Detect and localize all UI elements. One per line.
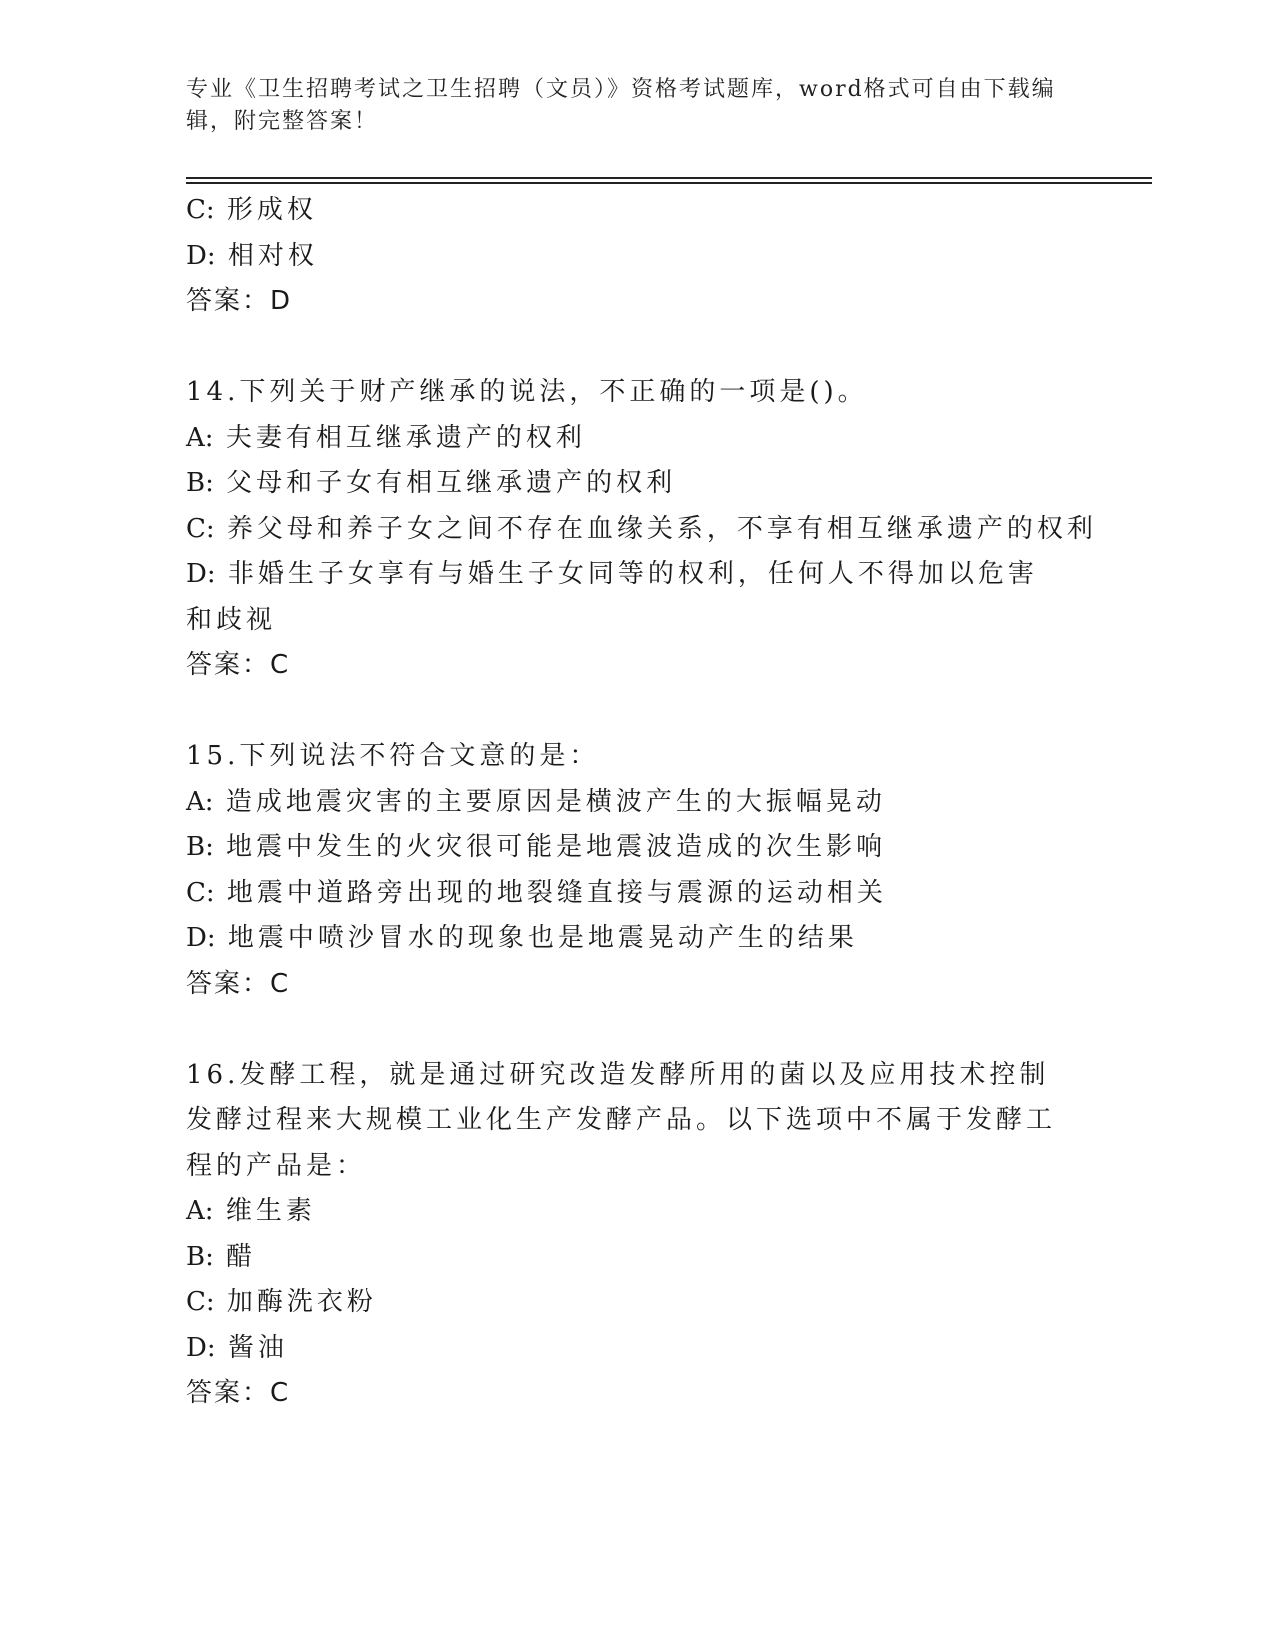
option-text: 地震中喷沙冒水的现象也是地震晃动产生的结果 — [227, 923, 858, 953]
option-text: 养父母和养子女之间不存在血缘关系，不享有相互继承遗产的权利 — [226, 513, 1097, 544]
question-stem: 16.发酵工程，就是通过研究改造发酵所用的菌以及应用技术控制发酵过程来大规模工业化生产发酵产品。以下选项中不属于发酵工程的产品是： — [186, 1059, 1057, 1181]
spacer — [186, 325, 1086, 371]
option-b — [186, 461, 1086, 507]
header-rule-bottom — [186, 182, 1152, 184]
option-a — [186, 1189, 1086, 1235]
page-header: 专业《卫生招聘考试之卫生招聘（文员）》资格考试题库，word格式可自由下载编辑，附完整答案！ — [186, 77, 1056, 134]
option-text: 相对权 — [227, 240, 318, 271]
question-stem: 15.下列说法不符合文意的是： — [186, 741, 600, 771]
option-d — [186, 916, 1086, 962]
option-text: 夫妻有相互继承遗产的权利 — [225, 422, 586, 453]
option-text: 维生素 — [225, 1196, 316, 1226]
question-stem: 14.下列关于财产继承的说法，不正确的一项是()。 — [186, 377, 868, 407]
spacer — [186, 1007, 1086, 1053]
option-text: 酱油 — [227, 1332, 288, 1363]
option-label: D: — [186, 1332, 216, 1363]
answer-line: 答案：C — [186, 1378, 291, 1408]
prev-question-block — [186, 188, 1086, 325]
option-label: C: — [186, 1287, 215, 1317]
question-14 — [186, 370, 1097, 689]
question-content — [186, 188, 1097, 1417]
option-label: B: — [186, 1241, 214, 1272]
header-rule-top — [186, 177, 1152, 179]
option-text: 醋 — [226, 1241, 257, 1272]
option-d — [186, 552, 1066, 643]
option-label: B: — [186, 832, 214, 862]
option-c — [186, 871, 1086, 917]
option-a — [186, 416, 1086, 462]
option-label: A: — [186, 1196, 214, 1226]
option-label: C: — [186, 877, 215, 908]
option-b — [186, 825, 1086, 871]
option-label: B: — [186, 468, 214, 498]
option-text: 地震中发生的火灾很可能是地震波造成的次生影响 — [226, 832, 887, 862]
option-a — [186, 780, 1086, 826]
option-c — [186, 188, 1086, 234]
question-15 — [186, 734, 1086, 1007]
option-label: D: — [186, 923, 216, 953]
answer-line: 答案：D — [186, 286, 293, 316]
option-d — [186, 234, 1086, 280]
option-label: D: — [186, 559, 216, 589]
option-text: 造成地震灾害的主要原因是横波产生的大振幅晃动 — [225, 786, 886, 817]
option-label: A: — [186, 786, 214, 817]
option-b — [186, 1235, 1086, 1281]
option-label: C: — [186, 195, 215, 225]
option-c — [186, 507, 1097, 553]
option-d — [186, 1326, 1086, 1372]
question-16 — [186, 1053, 1086, 1417]
option-label: A: — [186, 422, 214, 453]
option-text: 非婚生子女享有与婚生子女同等的权利，任何人不得加以危害和歧视 — [186, 559, 1038, 635]
option-label: C: — [186, 513, 215, 544]
option-text: 父母和子女有相互继承遗产的权利 — [226, 468, 677, 498]
option-text: 地震中道路旁出现的地裂缝直接与震源的运动相关 — [226, 877, 887, 908]
option-text: 加酶洗衣粉 — [226, 1287, 377, 1317]
option-text: 形成权 — [226, 195, 317, 225]
spacer — [186, 689, 1086, 735]
answer-line: 答案：C — [186, 650, 291, 680]
answer-line: 答案：C — [186, 968, 291, 999]
option-label: D: — [186, 240, 216, 271]
option-c — [186, 1280, 1086, 1326]
